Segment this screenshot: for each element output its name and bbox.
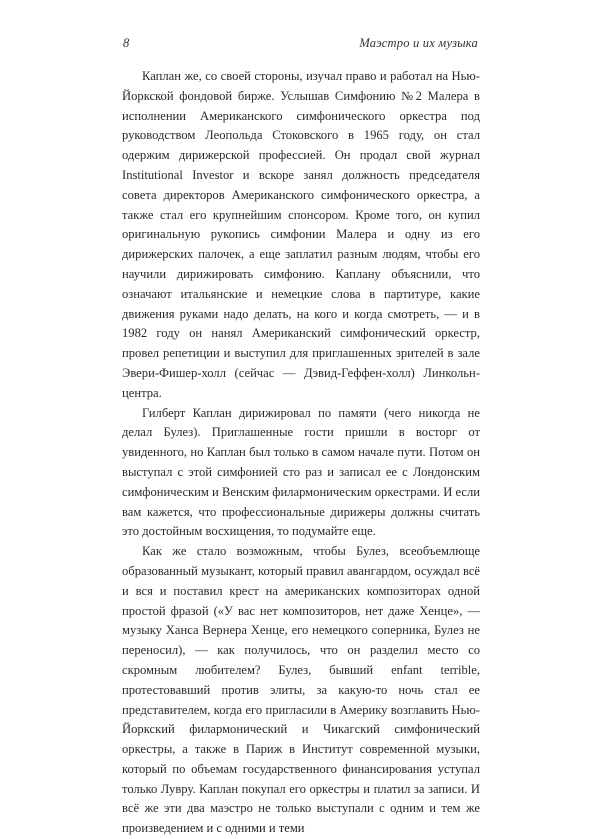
page-number: 8 xyxy=(123,36,130,50)
body-text xyxy=(122,67,480,839)
paragraph-1: Каплан же, со своей стороны, изучал право и работал на Нью-Йоркской фондовой бирже. Услышав Симфонию №2 Малера в исполнении Американского симфонического оркестра под руководством Леопольда Стоковского в 1965 году, он стал одержим дирижерской профессией. Он продал свой журнал Institutional Investor и вскоре занял должность председателя совета директоров Американского симфонического оркестра, а также стал его крупнейшим спонсором. Кроме того, он купил оригинальную рукопись симфонии Малера и одну из его дирижерских палочек, а еще заплатил разным людям, чтобы его научили дирижировать симфонию. Каплану объяснили, что означают итальянские и немецкие слова в партитуре, какие движения руками надо делать, на кого и когда смотреть, — и в 1982 году он нанял Американский симфонический оркестр, провел репетиции и выступил для приглашенных зрителей в зале Эвери-Фишер-холл (сейчас — Дэвид-Геффен-холл) Линкольн-центра. xyxy=(122,69,480,400)
running-title: Маэстро и их музыка xyxy=(359,36,478,50)
paragraph-3: Как же стало возможным, чтобы Булез, всеобъемлюще образованный музыкант, который правил авангардом, осуждал всё и вся и поставил крест на американских композиторах одной простой фразой («У вас нет композиторов, нет даже Хенце», — музыку Ханса Вернера Хенце, его немецкого соперника, Булез не переносил), — как получилось, что он разделил место со скромным любителем? Булез, бывший enfant terrible, протестовавший против элиты, за какую-то ночь стал ее представителем, когда его пригласили в Америку возглавить Нью-Йоркский филармонический и Чикагский симфонический оркестры, а также в Париж в Институт современной музыки, который по объемам государственного финансирования уступал только Лувру. Каплан покупал его оркестры и платил за записи. И всё же эти два маэстро не только выступали с одним и тем же произведением и с одними и теми xyxy=(122,544,480,836)
running-head xyxy=(123,36,478,54)
paragraph-2: Гилберт Каплан дирижировал по памяти (чего никогда не делал Булез). Приглашенные гости пришли в восторг от увиденного, но Каплан был только в самом начале пути. Потом он выступал с этой симфонией сто раз и записал ее с Лондонским симфоническим и Венским филармоническим оркестрами. И если вам кажется, что профессиональные дирижеры должны считать это достойным восхищения, то подумайте еще. xyxy=(122,405,480,539)
